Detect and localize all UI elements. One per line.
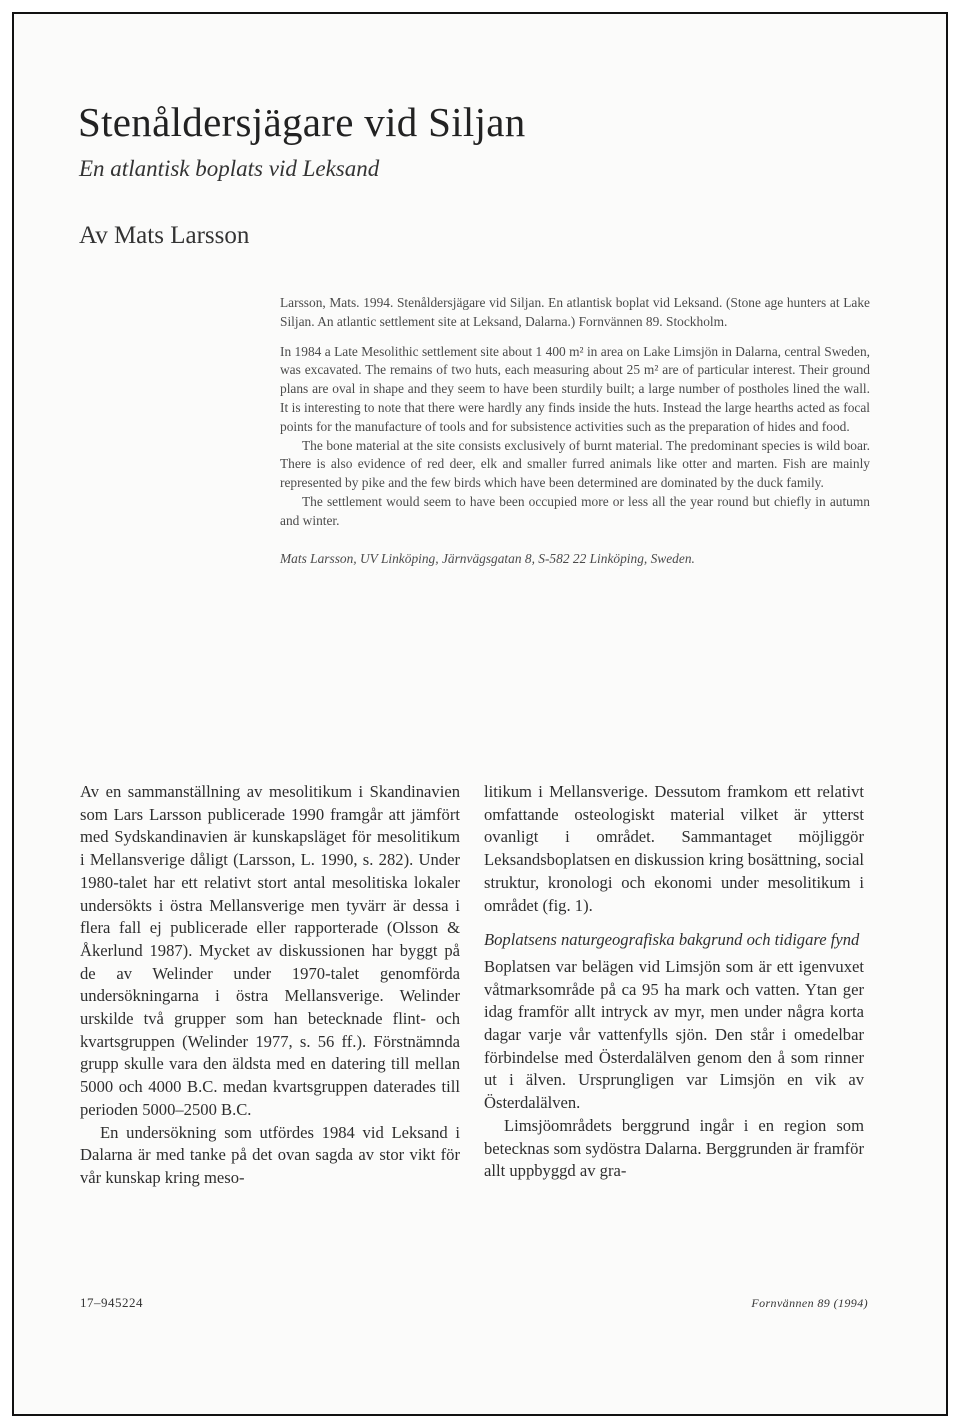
article-title: Stenåldersjägare vid Siljan xyxy=(78,99,526,145)
author-address: Mats Larsson, UV Linköping, Järnvägsgatan 8, S-582 22 Linköping, Sweden. xyxy=(280,550,695,566)
body-paragraph: Av en sammanställning av mesolitikum i Skandinavien som Lars Larsson publicerade 1990 framgår att jämfört med Sydskandinavien är kunskapsläget för mesolitikum i Mellansverige dåligt (Larsson, L. 1990, s. 282). Under 1980-talet har ett relativt stort antal mesolitiska lokaler undersökts i östra Mellansverige men tyvärr är dessa i flera fall ej publicerade eller rapporterade (Olsson & Åkerlund 1987). Mycket av diskussionen har byggt på de av Welinder under 1970-talet genomförda undersökningarna i östra Mellansverige. Welinder urskilde två grupper som han betecknade flint- och kvartsgruppen (Welinder 1977, s. 56 ff.). Förstnämnda grupp skulle vara den äldsta med en datering till mellan 5000 och 4000 B.C. medan kvartsgruppen daterades till perioden 5000–2500 B.C. xyxy=(80,782,460,1119)
body-column-left xyxy=(80,781,460,1190)
abstract xyxy=(280,294,870,568)
body-paragraph: En undersökning som utfördes 1984 vid Leksand i Dalarna är med tanke på det ovan sagda av stor vikt för vår kunskap kring meso- xyxy=(80,1122,460,1187)
abstract-paragraph: The settlement would seem to have been occupied more or less all the year round but chiefly in autumn and winter. xyxy=(280,493,870,528)
footer-journal: Fornvännen 89 (1994) xyxy=(751,1296,868,1310)
article-author: Av Mats Larsson xyxy=(79,222,250,249)
section-heading: Boplatsens naturgeografiska bakgrund och tidigare fynd xyxy=(484,930,860,950)
body-paragraph: Limsjöområdets berggrund ingår i en region som betecknas som sydöstra Dalarna. Berggrunden är framför allt uppbyggd av gra- xyxy=(484,1115,864,1181)
body-paragraph: Boplatsen var belägen vid Limsjön som är ett igenvuxet våtmarksområde på ca 95 ha mark och vatten. Ytan ger idag framför allt intryck av myr, men under några korta dagar varje vår vattenfylls sjön. Den står i omedelbar förbindelse med Österdalälven genom den å som rinner ut i älven. Ursprungligen var Limsjön en vik av Österdalälven. xyxy=(484,956,864,1113)
abstract-paragraph: In 1984 a Late Mesolithic settlement site about 1 400 m² in area on Lake Limsjön in Dalarna, central Sweden, was excavated. The remains of two huts, each measuring about 25 m² are of particular interest. Their ground plans are oval in shape and they seem to have been sturdily built; a large number of postholes lined the wall. It is interesting to note that there were hardly any finds inside the huts. Instead the large hearths acted as focal points for the manufacture of tools and for subsistence activities such as the preparation of hides and food. xyxy=(280,343,870,434)
body-paragraph-continuation: litikum i Mellansverige. Dessutom framkom ett relativt omfattande osteologiskt material vilket är ytterst ovanligt i området. Sammantaget möjliggör Leksandsboplatsen en diskussion kring bosättning, social struktur, kronologi och ekonomi under mesolitikum i området (fig. 1). xyxy=(484,782,864,915)
abstract-citation: Larsson, Mats. 1994. Stenåldersjägare vid Siljan. En atlantisk boplat vid Leksand. (Stone age hunters at Lake Siljan. An atlantic settlement site at Leksand, Dalarna.) Fornvännen 89. Stockholm. xyxy=(280,295,870,329)
body-column-right xyxy=(484,781,864,1183)
abstract-paragraph: The bone material at the site consists exclusively of burnt material. The predominant species is wild boar. There is also evidence of red deer, elk and smaller furred animals like otter and marten. Fish are mainly represented by pike and the few birds which have been determined are dominated by the duck family. xyxy=(280,437,870,491)
article-subtitle: En atlantisk boplats vid Leksand xyxy=(79,156,380,181)
footer-code: 17–945224 xyxy=(80,1295,143,1310)
